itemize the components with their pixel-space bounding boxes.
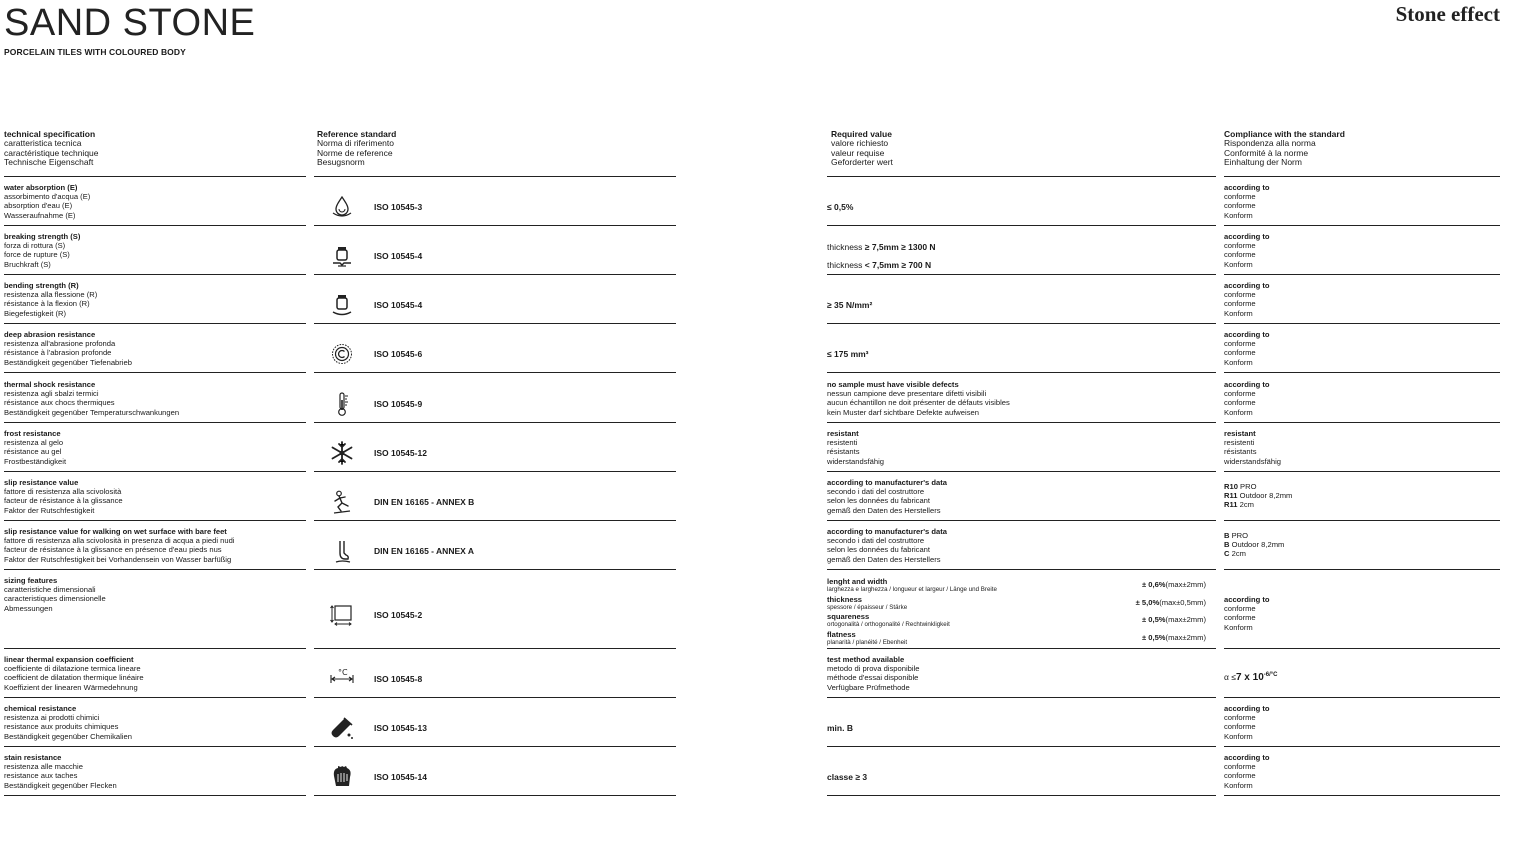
spec-cell-line: water absorption (E): [4, 183, 78, 192]
compliance-cell-line: conforme: [1224, 389, 1256, 399]
compliance-cell-line: according to: [1224, 595, 1270, 604]
row-rule: [1224, 372, 1500, 373]
row-rule: [314, 176, 676, 177]
required-block-line: selon les données du fabricant: [827, 496, 931, 506]
required-value: ≥ 35 N/mm²: [827, 299, 873, 310]
row-rule: [4, 520, 306, 521]
required-block-line: aucun échantillon ne doit présenter de défauts visibles: [827, 398, 1010, 408]
compliance-cell-line: conforme: [1224, 339, 1256, 349]
header-spec-line: caractéristique technique: [4, 147, 99, 158]
compliance-cell: [1224, 595, 1270, 632]
row-rule: [827, 569, 1216, 570]
spec-cell: [4, 753, 117, 790]
compliance-cell-line: conforme: [1224, 771, 1256, 781]
row-rule: [4, 422, 306, 423]
row-rule: [827, 225, 1216, 226]
row-rule: [4, 274, 306, 275]
row-rule: [314, 520, 676, 521]
required-block: [827, 655, 919, 692]
compliance-alpha: α ≤7 x $10^{-6/^\circ C}$: [1224, 671, 1278, 683]
spec-cell: [4, 527, 234, 564]
compliance-cell-line: résistants: [1224, 447, 1257, 457]
spec-cell: [4, 576, 106, 613]
spec-cell-line: forza di rottura (S): [4, 241, 66, 251]
water-drop-icon: [328, 194, 356, 220]
spec-cell-line: Beständigkeit gegenüber Chemikalien: [4, 731, 132, 741]
header-spec-line: caratteristica tecnica: [4, 138, 82, 149]
required-block-line: test method available: [827, 655, 905, 664]
row-rule: [1224, 795, 1500, 796]
compliance-class-line: B Outdoor 8,2mm: [1224, 540, 1285, 550]
spec-cell-line: résistance aux chocs thermiques: [4, 398, 115, 408]
row-rule: [314, 569, 676, 570]
header-standard-line: Norme de reference: [317, 147, 393, 158]
spec-cell-line: Beständigkeit gegenüber Tiefenabrieb: [4, 357, 132, 367]
spec-cell: [4, 655, 144, 692]
row-rule: [314, 323, 676, 324]
compliance-class-line: C 2cm: [1224, 549, 1246, 559]
standard-cell: ISO 10545-4: [374, 299, 423, 310]
required-value: thickness < 7,5mm ≥ 700 N: [827, 259, 932, 270]
spec-cell-line: caracteristiques dimensionelle: [4, 594, 106, 604]
spec-cell: [4, 183, 90, 220]
spec-cell-line: deep abrasion resistance: [4, 330, 96, 339]
compliance-cell: [1224, 429, 1281, 466]
row-rule: [314, 274, 676, 275]
sizing-value: ± 0,5%(max±2mm): [1141, 615, 1206, 624]
compliance-cell-line: Konform: [1224, 622, 1253, 632]
compliance-cell-line: conforme: [1224, 201, 1256, 211]
spec-cell: [4, 330, 132, 367]
spec-cell-line: coefficient de dilatation thermique linéaire: [4, 673, 144, 683]
spec-cell-line: chemical resistance: [4, 704, 77, 713]
row-rule: [827, 176, 1216, 177]
row-rule: [1224, 648, 1500, 649]
spec-cell-line: coefficiente di dilatazione termica lineare: [4, 664, 141, 674]
row-rule: [314, 648, 676, 649]
header-compliance-line: Compliance with the standard: [1224, 129, 1345, 139]
required-block: [827, 478, 947, 515]
compliance-class: [1224, 531, 1284, 559]
row-rule: [1224, 323, 1500, 324]
spec-cell-line: assorbimento d'acqua (E): [4, 192, 91, 202]
header-spec-line: technical specification: [4, 129, 96, 139]
bare-foot-icon: [328, 538, 356, 564]
row-rule: [827, 323, 1216, 324]
standard-cell: ISO 10545-9: [374, 398, 423, 409]
required-block: [827, 429, 884, 466]
row-rule: [827, 795, 1216, 796]
required-value: ≤ 175 mm³: [827, 348, 869, 359]
compliance-cell-line: Konform: [1224, 731, 1253, 741]
spec-cell-line: Faktor der Rutschfestigkeit: [4, 505, 95, 515]
row-rule: [1224, 471, 1500, 472]
compliance-cell-line: conforme: [1224, 398, 1256, 408]
spec-cell-line: resistance aux produits chimiques: [4, 722, 119, 732]
header-standard: [317, 130, 396, 176]
sizing-name: thickness: [827, 594, 863, 604]
standard-cell: DIN EN 16165 - ANNEX B: [374, 496, 475, 507]
required-block-line: according to manufacturer's data: [827, 478, 947, 487]
weight-break-icon: [328, 243, 356, 269]
required-block-line: resistenti: [827, 438, 858, 448]
spec-cell-line: stain resistance: [4, 753, 62, 762]
spec-cell-line: sizing features: [4, 576, 58, 585]
spec-cell-line: frost resistance: [4, 429, 61, 438]
header-spec-line: Technische Eigenschaft: [4, 156, 94, 167]
row-rule: [827, 471, 1216, 472]
spec-cell: [4, 281, 97, 318]
sizing-sub: planarità / planéité / Ebenheit: [827, 638, 908, 646]
spec-cell-line: Wasseraufnahme (E): [4, 210, 76, 220]
compliance-cell-line: widerstandsfähig: [1224, 456, 1281, 466]
required-block-line: resistant: [827, 429, 859, 438]
header-required-line: Geforderter wert: [831, 156, 893, 167]
row-rule: [827, 274, 1216, 275]
spec-cell-line: thermal shock resistance: [4, 380, 96, 389]
compliance-cell: [1224, 380, 1270, 417]
row-rule: [1224, 746, 1500, 747]
compliance-cell-line: according to: [1224, 380, 1270, 389]
compliance-class-line: R10 PRO: [1224, 482, 1257, 491]
required-block-line: secondo i dati del costruttore: [827, 487, 925, 497]
spec-cell-line: résistance à l'abrasion profonde: [4, 348, 112, 358]
compliance-cell-line: Konform: [1224, 407, 1253, 417]
required-block-line: no sample must have visible defects: [827, 380, 959, 389]
spec-cell-line: absorption d'eau (E): [4, 201, 73, 211]
required-block-line: gemäß den Daten des Herstellers: [827, 505, 941, 515]
required-block-line: Verfügbare Prüfmethode: [827, 682, 910, 692]
spec-cell: [4, 232, 80, 269]
stain-hand-icon: [328, 764, 356, 790]
row-rule: [4, 648, 306, 649]
compliance-cell-line: according to: [1224, 281, 1270, 290]
required-value: thickness ≥ 7,5mm ≥ 1300 N: [827, 241, 936, 252]
compliance-cell: [1224, 232, 1270, 269]
compliance-cell-line: Konform: [1224, 780, 1253, 790]
row-rule: [1224, 569, 1500, 570]
sizing-item: [827, 630, 1212, 647]
sizing-name: lenght and width: [827, 577, 888, 586]
header-standard-line: Norma di riferimento: [317, 138, 394, 149]
spec-cell: [4, 478, 123, 515]
row-rule: [1224, 225, 1500, 226]
spec-cell-line: résistance au gel: [4, 447, 62, 457]
compliance-class-line: R11 2cm: [1224, 500, 1254, 510]
abrasion-disc-icon: [328, 341, 356, 367]
header-standard-line: Reference standard: [317, 129, 397, 139]
sizing-value: ± 5,0%(max±0,5mm): [1135, 597, 1206, 607]
spec-cell-line: Frostbeständigkeit: [4, 456, 67, 466]
row-rule: [1224, 520, 1500, 521]
sizing-value: ± 0,5%(max±2mm): [1141, 632, 1206, 642]
header-compliance: [1224, 130, 1345, 176]
header-standard-line: Besugsnorm: [317, 156, 365, 167]
row-rule: [827, 648, 1216, 649]
required-block-line: résistants: [827, 447, 860, 457]
spec-cell-line: resistenza al gelo: [4, 438, 64, 448]
required-block-line: widerstandsfähig: [827, 456, 884, 466]
sizing-name: flatness: [827, 629, 856, 639]
standard-cell: ISO 10545-6: [374, 348, 423, 359]
compliance-cell-line: resistenti: [1224, 438, 1255, 448]
dimension-square-icon: [328, 602, 356, 628]
row-rule: [4, 323, 306, 324]
row-rule: [314, 471, 676, 472]
row-rule: [4, 697, 306, 698]
spec-cell-line: Beständigkeit gegenüber Temperaturschwankungen: [4, 407, 180, 417]
spec-cell-line: linear thermal expansion coefficient: [4, 655, 134, 664]
spec-cell-line: Faktor der Rutschfestigkeit bei Vorhandensein von Wasser barfüßig: [4, 554, 232, 564]
standard-cell: ISO 10545-8: [374, 673, 423, 684]
required-block: [827, 380, 1010, 417]
compliance-class-line: R11 Outdoor 8,2mm: [1224, 491, 1293, 501]
row-rule: [314, 795, 676, 796]
row-rule: [827, 697, 1216, 698]
chemical-flask-icon: [328, 715, 356, 741]
row-rule: [4, 471, 306, 472]
header-compliance-line: Rispondenza alla norma: [1224, 138, 1316, 149]
row-rule: [827, 746, 1216, 747]
sizing-item: [827, 612, 1212, 629]
required-block-line: kein Muster darf sichtbare Defekte aufweisen: [827, 407, 979, 417]
spec-cell-line: resistenza all'abrasione profonda: [4, 339, 116, 349]
row-rule: [4, 746, 306, 747]
row-rule: [314, 225, 676, 226]
header-required-line: Required value: [831, 129, 892, 139]
compliance-cell-line: conforme: [1224, 299, 1256, 309]
spec-cell-line: Abmessungen: [4, 603, 53, 613]
spec-cell-line: caratteristiche dimensionali: [4, 585, 96, 595]
compliance-class: [1224, 482, 1292, 510]
sizing-sub: ortogonalità / orthogonalité / Rechtwinkligkeit: [827, 621, 950, 628]
row-rule: [827, 520, 1216, 521]
row-rule: [1224, 697, 1500, 698]
spec-cell-line: resistenza alle macchie: [4, 762, 83, 772]
row-rule: [314, 697, 676, 698]
compliance-cell-line: according to: [1224, 232, 1270, 241]
row-rule: [4, 795, 306, 796]
header-compliance-line: Einhaltung der Norm: [1224, 156, 1302, 167]
header-required: [831, 130, 893, 176]
row-rule: [4, 225, 306, 226]
spec-cell-line: facteur de résistance à la glissance en présence d'eau pieds nus: [4, 545, 222, 555]
row-rule: [827, 422, 1216, 423]
row-rule: [4, 569, 306, 570]
compliance-cell-line: conforme: [1224, 762, 1256, 772]
compliance-cell-line: Konform: [1224, 308, 1253, 318]
compliance-class-line: B PRO: [1224, 531, 1249, 540]
compliance-cell-line: conforme: [1224, 250, 1256, 260]
spec-cell-line: force de rupture (S): [4, 250, 70, 260]
spec-cell-line: fattore di resistenza alla scivolosità: [4, 487, 122, 497]
standard-cell: ISO 10545-3: [374, 201, 423, 212]
compliance-cell: [1224, 753, 1270, 790]
sizing-sub: larghezza e larghezza / longueur et largeur / Länge und Breite: [827, 586, 997, 593]
spec-cell-line: facteur de résistance à la glissance: [4, 496, 123, 506]
spec-cell: [4, 429, 66, 466]
required-value: classe ≥ 3: [827, 771, 868, 782]
compliance-cell: [1224, 704, 1270, 741]
row-rule: [1224, 274, 1500, 275]
compliance-cell-line: Konform: [1224, 210, 1253, 220]
compliance-cell-line: Konform: [1224, 259, 1253, 269]
header-compliance-line: Conformité à la norme: [1224, 147, 1309, 158]
header-spec: [4, 130, 99, 176]
compliance-cell-line: according to: [1224, 330, 1270, 339]
slipping-person-icon: [328, 489, 356, 515]
snowflake-icon: [328, 440, 356, 466]
spec-cell-line: resistenza alla flessione (R): [4, 290, 98, 300]
row-rule: [314, 372, 676, 373]
compliance-cell-line: conforme: [1224, 290, 1256, 300]
required-block-line: selon les données du fabricant: [827, 545, 931, 555]
spec-cell-line: resistenza agli sbalzi termici: [4, 389, 99, 399]
header-required-line: valeur requise: [831, 147, 885, 158]
sizing-value: ± 0,6%(max±2mm): [1141, 580, 1206, 589]
standard-cell: ISO 10545-12: [374, 447, 427, 458]
row-rule: [827, 372, 1216, 373]
row-rule: [4, 176, 306, 177]
sizing-item: [827, 595, 1212, 612]
compliance-cell: [1224, 281, 1270, 318]
effect-label: Stone effect: [1395, 2, 1500, 26]
standard-cell: ISO 10545-14: [374, 771, 427, 782]
header-required-line: valore richiesto: [831, 138, 889, 149]
spec-cell-line: breaking strength (S): [4, 232, 81, 241]
brand-title: SAND STONE: [4, 2, 256, 44]
thermometer-icon: [328, 391, 356, 417]
required-block-line: gemäß den Daten des Herstellers: [827, 554, 941, 564]
compliance-cell-line: conforme: [1224, 348, 1256, 358]
row-rule: [4, 372, 306, 373]
required-block-line: according to manufacturer's data: [827, 527, 947, 536]
spec-cell-line: slip resistance value for walking on wet surface with bare feet: [4, 527, 227, 536]
weight-bend-icon: [328, 292, 356, 318]
compliance-cell-line: resistant: [1224, 429, 1256, 438]
required-value: min. B: [827, 722, 853, 733]
compliance-cell-line: according to: [1224, 704, 1270, 713]
spec-cell-line: fattore di resistenza alla scivolosità in presenza di acqua a piedi nudi: [4, 536, 235, 546]
required-block-line: méthode d'essai disponible: [827, 673, 919, 683]
required-value: ≤ 0,5%: [827, 201, 854, 212]
sizing-sub: spessore / épaisseur / Stärke: [827, 603, 908, 611]
row-rule: [314, 422, 676, 423]
spec-cell: [4, 380, 179, 417]
compliance-cell-line: conforme: [1224, 613, 1256, 623]
compliance-cell-line: conforme: [1224, 722, 1256, 732]
required-block: [827, 527, 947, 564]
svg-text:°C: °C: [338, 667, 348, 677]
spec-cell-line: Koeffizient der linearen Wärmedehnung: [4, 682, 138, 692]
compliance-cell-line: conforme: [1224, 604, 1256, 614]
spec-cell-line: resistenza ai prodotti chimici: [4, 713, 100, 723]
standard-cell: ISO 10545-4: [374, 250, 423, 261]
spec-cell: [4, 704, 132, 741]
thermal-expansion-icon: [328, 666, 356, 692]
compliance-cell-line: according to: [1224, 183, 1270, 192]
compliance-cell-line: according to: [1224, 753, 1270, 762]
row-rule: [314, 746, 676, 747]
spec-cell-line: résistance à la flexion (R): [4, 299, 90, 309]
standard-cell: ISO 10545-13: [374, 722, 427, 733]
spec-cell-line: Beständigkeit gegenüber Flecken: [4, 780, 117, 790]
required-block-line: metodo di prova disponibile: [827, 664, 920, 674]
row-rule: [1224, 176, 1500, 177]
required-block-line: secondo i dati del costruttore: [827, 536, 925, 546]
compliance-cell-line: conforme: [1224, 241, 1256, 251]
brand-subtitle: PORCELAIN TILES WITH COLOURED BODY: [4, 47, 186, 57]
row-rule: [1224, 422, 1500, 423]
sizing-name: squareness: [827, 612, 870, 621]
compliance-cell-line: Konform: [1224, 357, 1253, 367]
spec-cell-line: Bruchkraft (S): [4, 259, 51, 269]
standard-cell: ISO 10545-2: [374, 609, 423, 620]
compliance-cell: [1224, 183, 1270, 220]
compliance-cell-line: conforme: [1224, 192, 1256, 202]
required-block-line: nessun campione deve presentare difetti visibili: [827, 389, 987, 399]
standard-cell: DIN EN 16165 - ANNEX A: [374, 545, 474, 556]
compliance-cell: [1224, 330, 1270, 367]
compliance-cell-line: conforme: [1224, 713, 1256, 723]
spec-cell-line: slip resistance value: [4, 478, 79, 487]
sizing-item: [827, 577, 1212, 594]
spec-cell-line: bending strength (R): [4, 281, 79, 290]
spec-cell-line: Biegefestigkeit (R): [4, 308, 67, 318]
spec-cell-line: resistance aux taches: [4, 771, 78, 781]
